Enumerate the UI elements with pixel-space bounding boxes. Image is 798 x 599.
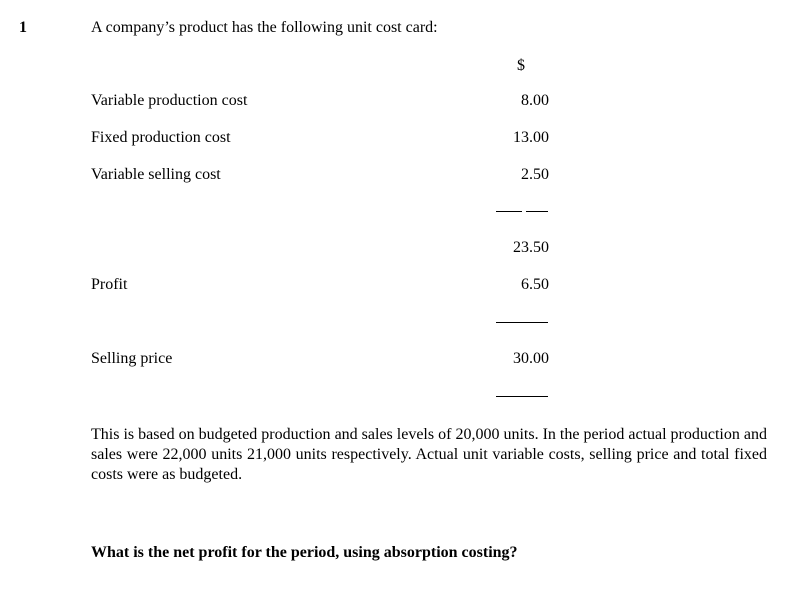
total-cost-value: 23.50 [513, 239, 549, 256]
total-rule [496, 322, 548, 323]
cost-row-label: Variable selling cost [91, 166, 221, 183]
subtotal-rule [496, 211, 522, 212]
description-paragraph: This is based on budgeted production and sales levels of 20,000 units. In the period actual production and sales were 22,000 units 21,000 units respectively. Actual unit variable costs, selling price and total fixed costs were as budgeted. [91, 426, 767, 483]
profit-value: 6.50 [521, 276, 549, 293]
final-rule [496, 396, 548, 397]
question-text: What is the net profit for the period, using absorption costing? [91, 544, 518, 561]
cost-row-label: Fixed production cost [91, 129, 231, 146]
selling-price-label: Selling price [91, 350, 173, 367]
currency-header: $ [517, 57, 525, 74]
profit-label: Profit [91, 276, 128, 293]
cost-row-value: 13.00 [513, 129, 549, 146]
question-number: 1 [19, 19, 27, 36]
selling-price-value: 30.00 [513, 350, 549, 367]
cost-row-label: Variable production cost [91, 92, 248, 109]
cost-row-value: 2.50 [521, 166, 549, 183]
subtotal-rule-segment [526, 211, 548, 212]
intro-text: A company’s product has the following unit cost card: [91, 19, 438, 36]
cost-row-value: 8.00 [521, 92, 549, 109]
